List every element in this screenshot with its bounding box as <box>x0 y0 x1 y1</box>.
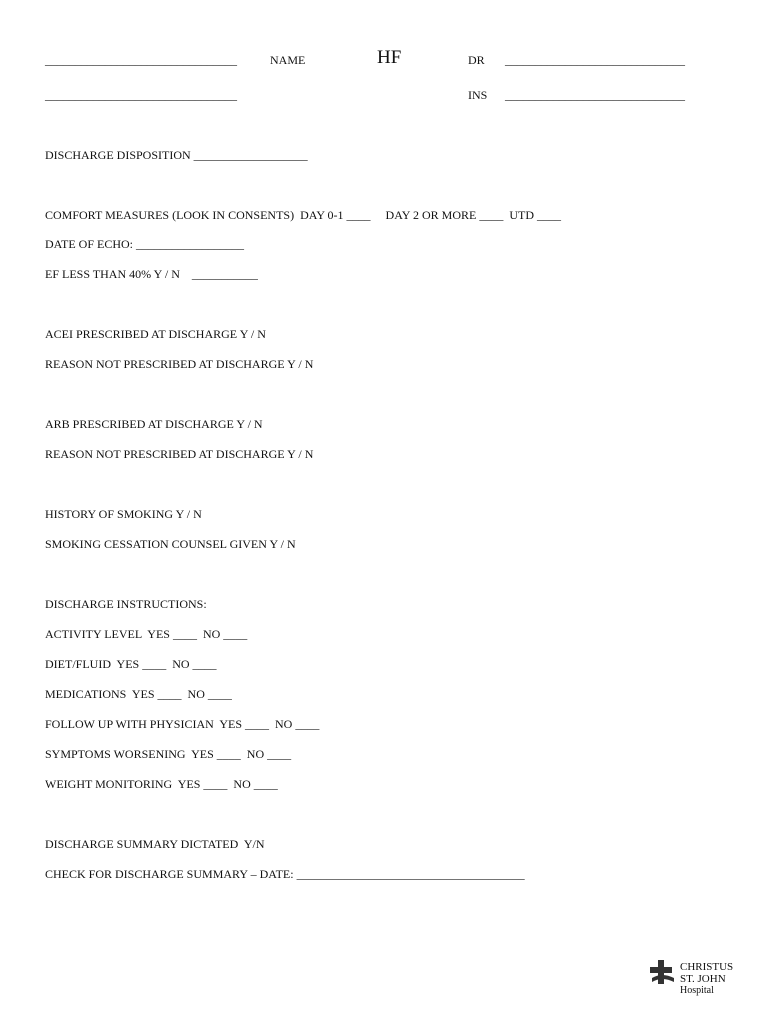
logo-line-3: Hospital <box>680 985 714 996</box>
follow-up-field[interactable]: FOLLOW UP WITH PHYSICIAN YES ____ NO ____ <box>45 717 320 731</box>
symptoms-worsening-field[interactable]: SYMPTOMS WORSENING YES ____ NO ____ <box>45 747 292 761</box>
comfort-measures-field[interactable]: COMFORT MEASURES (LOOK IN CONSENTS) DAY 0-1 ____ DAY 2 OR MORE ____ UTD ____ <box>45 208 561 222</box>
date-of-echo-field[interactable]: DATE OF ECHO: __________________ <box>45 237 245 251</box>
discharge-instructions-heading: DISCHARGE INSTRUCTIONS: <box>45 597 207 611</box>
ins-label: INS <box>468 88 488 102</box>
summary-dictated-field[interactable]: DISCHARGE SUMMARY DICTATED Y/N <box>45 837 265 851</box>
diet-fluid-field[interactable]: DIET/FLUID YES ____ NO ____ <box>45 657 217 671</box>
second-blank[interactable]: ________________________________ <box>45 88 237 102</box>
acei-prescribed-field[interactable]: ACEI PRESCRIBED AT DISCHARGE Y / N <box>45 327 266 341</box>
acei-reason-field[interactable]: REASON NOT PRESCRIBED AT DISCHARGE Y / N <box>45 357 314 371</box>
logo-line-1: CHRISTUS <box>680 961 734 973</box>
hospital-logo-text <box>680 961 733 997</box>
check-summary-field[interactable]: CHECK FOR DISCHARGE SUMMARY – DATE: ______________________________________ <box>45 867 525 881</box>
name-blank[interactable]: ________________________________ <box>45 53 237 67</box>
name-label: NAME <box>270 53 306 67</box>
arb-prescribed-field[interactable]: ARB PRESCRIBED AT DISCHARGE Y / N <box>45 417 263 431</box>
smoking-counsel-field[interactable]: SMOKING CESSATION COUNSEL GIVEN Y / N <box>45 537 296 551</box>
ins-blank[interactable]: ______________________________ <box>505 88 685 102</box>
dr-blank[interactable]: ______________________________ <box>505 53 685 67</box>
medications-field[interactable]: MEDICATIONS YES ____ NO ____ <box>45 687 232 701</box>
logo-line-2: ST. JOHN <box>680 973 726 985</box>
weight-monitoring-field[interactable]: WEIGHT MONITORING YES ____ NO ____ <box>45 777 278 791</box>
discharge-disposition-field[interactable]: DISCHARGE DISPOSITION ___________________ <box>45 148 308 162</box>
arb-reason-field[interactable]: REASON NOT PRESCRIBED AT DISCHARGE Y / N <box>45 447 314 461</box>
history-smoking-field[interactable]: HISTORY OF SMOKING Y / N <box>45 507 202 521</box>
activity-level-field[interactable]: ACTIVITY LEVEL YES ____ NO ____ <box>45 627 248 641</box>
form-title: HF <box>377 47 402 68</box>
ef-less-than-field[interactable]: EF LESS THAN 40% Y / N ___________ <box>45 267 258 281</box>
dr-label: DR <box>468 53 485 67</box>
